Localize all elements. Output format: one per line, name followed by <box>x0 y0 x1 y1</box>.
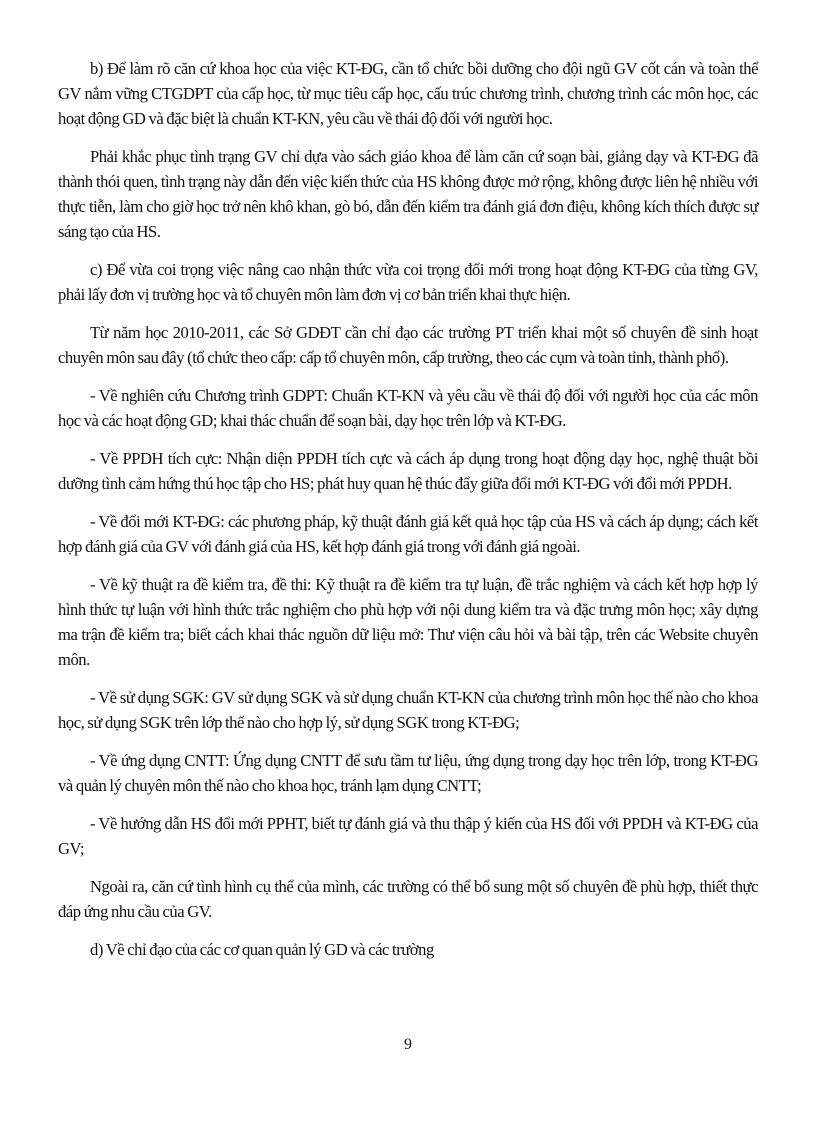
list-item-curriculum-research: - Về nghiên cứu Chương trình GDPT: Chuẩn KT-KN và yêu cầu về thái độ đối với người học của các môn học và các hoạt động GD; khai thác chuẩn để soạn bài, dạy học trên lớp và KT-ĐG. <box>58 386 758 430</box>
paragraph-overcome-textbook-reliance: Phải khắc phục tình trạng GV chỉ dựa vào sách giáo khoa để làm căn cứ soạn bài, giảng dạy và KT-ĐG đã thành thói quen, tình trạng này dẫn đến việc kiến thức của HS không được mở rộng, không được liên hệ nhiều với thực tiễn, làm cho giờ học trở nên khô khan, gò bó, dẫn đến kiểm tra đánh giá đơn điệu, không kích thích được sự sáng tạo của HS. <box>58 147 758 241</box>
paragraph-c-school-unit: c) Để vừa coi trọng việc nâng cao nhận thức vừa coi trọng đổi mới trong hoạt động KT-ĐG của từng GV, phải lấy đơn vị trường học và tổ chuyên môn làm đơn vị cơ bản triển khai thực hiện. <box>58 260 758 304</box>
document-body <box>58 56 758 975</box>
page-number: 9 <box>404 1036 412 1053</box>
paragraph-d-management-direction: d) Về chỉ đạo của các cơ quan quản lý GD và các trường <box>90 940 434 959</box>
list-item-test-design-techniques: - Về kỹ thuật ra đề kiểm tra, đề thi: Kỹ thuật ra đề kiểm tra tự luận, đề trắc nghiệm và cách kết hợp hợp lý hình thức tự luận với hình thức trắc nghiệm cho phù hợp với nội dung kiểm tra và đặc trưng môn học; xây dựng ma trận đề kiểm tra; biết cách khai thác nguồn dữ liệu mở: Thư viện câu hỏi và bài tập, trên các Website chuyên môn. <box>58 575 758 669</box>
list-item-active-teaching-methods: - Về PPDH tích cực: Nhận diện PPDH tích cực và cách áp dụng trong hoạt động dạy học, nghệ thuật bồi dưỡng tình cảm hứng thú học tập cho HS; phát huy quan hệ thúc đẩy giữa đổi mới KT-ĐG với đổi mới PPDH. <box>58 449 758 493</box>
list-item-ict-application: - Về ứng dụng CNTT: Ứng dụng CNTT để sưu tầm tư liệu, ứng dụng trong dạy học trên lớp, trong KT-ĐG và quản lý chuyên môn thế nào cho khoa học, tránh lạm dụng CNTT; <box>58 751 758 795</box>
list-item-assessment-innovation: - Về đổi mới KT-ĐG: các phương pháp, kỹ thuật đánh giá kết quả học tập của HS và cách áp dụng; cách kết hợp đánh giá của GV với đánh giá của HS, kết hợp đánh giá trong với đánh giá ngoài. <box>58 512 758 556</box>
paragraph-b-scientific-basis: b) Để làm rõ căn cứ khoa học của việc KT-ĐG, cần tổ chức bồi dưỡng cho đội ngũ GV cốt cán và toàn thể GV nắm vững CTGDPT của cấp học, từ mục tiêu cấp học, cấu trúc chương trình, chương trình các môn học, các hoạt động GD và đặc biệt là chuẩn KT-KN, yêu cầu về thái độ đối với người học. <box>58 59 758 128</box>
paragraph-additional-topics: Ngoài ra, căn cứ tình hình cụ thể của mình, các trường có thể bổ sung một số chuyên đề phù hợp, thiết thực đáp ứng nhu cầu của GV. <box>58 877 758 921</box>
paragraph-school-year-topics: Từ năm học 2010-2011, các Sở GDĐT cần chỉ đạo các trường PT triển khai một số chuyên đề sinh hoạt chuyên môn sau đây (tổ chức theo cấp: cấp tổ chuyên môn, cấp trường, theo các cụm và toàn tỉnh, thành phố). <box>58 323 758 367</box>
list-item-textbook-use: - Về sử dụng SGK: GV sử dụng SGK và sử dụng chuẩn KT-KN của chương trình môn học thế nào cho khoa học, sử dụng SGK trên lớp thế nào cho hợp lý, sử dụng SGK trong KT-ĐG; <box>58 688 758 732</box>
list-item-student-guidance: - Về hướng dẫn HS đổi mới PPHT, biết tự đánh giá và thu thập ý kiến của HS đối với PPDH và KT-ĐG của GV; <box>58 814 758 858</box>
